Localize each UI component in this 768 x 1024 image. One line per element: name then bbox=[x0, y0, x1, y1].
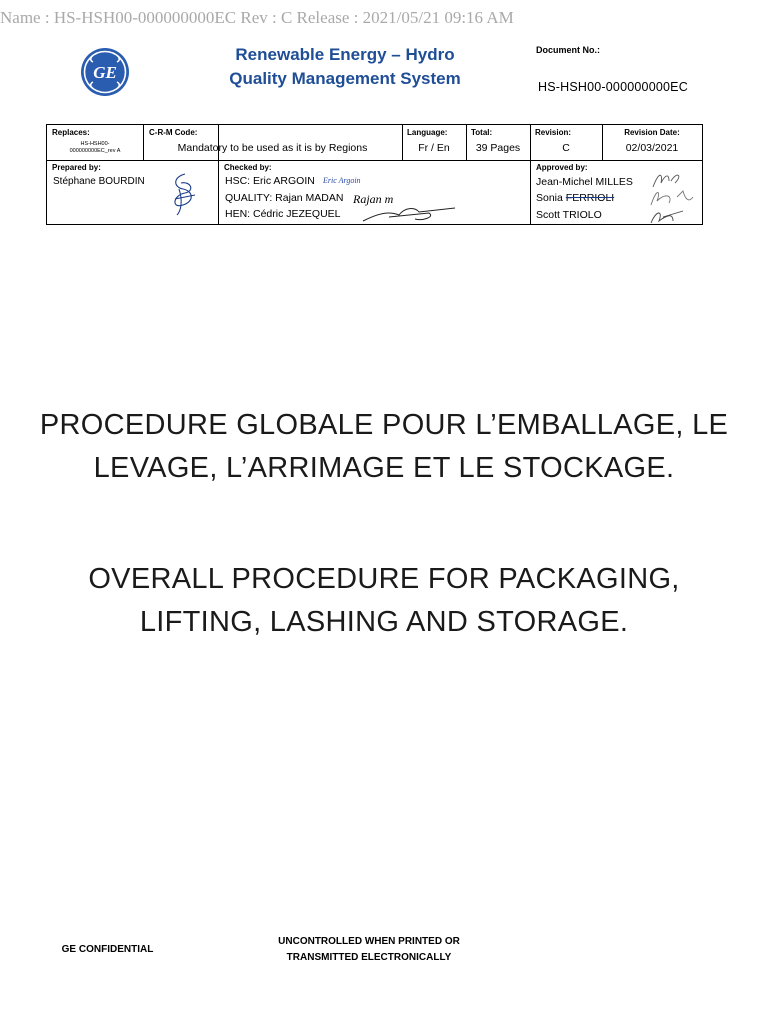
prepared-by-signature-icon bbox=[165, 171, 203, 217]
revision-label: Revision: bbox=[535, 128, 572, 137]
title-french bbox=[24, 404, 744, 490]
approved-by-ferrioli bbox=[536, 192, 614, 204]
revision-date-value: 02/03/2021 bbox=[625, 142, 679, 154]
document-number-value: HS-HSH00-000000000EC bbox=[538, 80, 688, 94]
hen-signature-icon bbox=[359, 203, 459, 225]
prepared-by-label: Prepared by: bbox=[52, 163, 101, 172]
org-line-1: Renewable Energy – Hydro bbox=[235, 45, 455, 64]
crm-code-value: Mandatory to be used as it is by Regions bbox=[177, 142, 368, 154]
crm-code-label: C-R-M Code: bbox=[149, 128, 198, 137]
replaces-value-line-1: HS-HSH00- bbox=[80, 141, 110, 147]
approved-by-label: Approved by: bbox=[536, 163, 588, 172]
checked-by-hsc: HSC: Eric ARGOIN bbox=[225, 175, 315, 187]
column-divider bbox=[530, 125, 531, 224]
organization-heading bbox=[200, 43, 490, 91]
document-header-table bbox=[46, 124, 703, 225]
approver-signatures-icon bbox=[643, 165, 701, 223]
prepared-by-name: Stéphane BOURDIN bbox=[53, 176, 145, 187]
table-row-divider bbox=[47, 160, 702, 161]
title-english-line-1: OVERALL PROCEDURE FOR PACKAGING, bbox=[88, 563, 680, 595]
total-pages-value: 39 Pages bbox=[475, 142, 521, 154]
column-divider bbox=[218, 125, 219, 224]
title-french-line-2: LEVAGE, L’ARRIMAGE ET LE STOCKAGE. bbox=[93, 452, 675, 484]
checked-by-label: Checked by: bbox=[224, 163, 272, 172]
revision-value: C bbox=[562, 142, 570, 154]
footer-notice-line-1: UNCONTROLLED WHEN PRINTED OR bbox=[278, 936, 460, 947]
replaces-label: Replaces: bbox=[52, 128, 90, 137]
approved-by-milles: Jean-Michel MILLES bbox=[536, 176, 633, 188]
checked-by-hsc-signature: Eric Argoin bbox=[323, 176, 361, 185]
language-label: Language: bbox=[407, 128, 448, 137]
checked-by-quality: QUALITY: Rajan MADAN bbox=[225, 192, 344, 204]
approved-by-triolo: Scott TRIOLO bbox=[536, 209, 602, 221]
checked-by-quality-signature: Rajan m bbox=[353, 192, 394, 206]
ge-logo-icon bbox=[80, 47, 130, 97]
footer-uncontrolled-notice bbox=[234, 934, 504, 966]
checked-by-hen: HEN: Cédric JEZEQUEL bbox=[225, 208, 341, 220]
logo-text: GE bbox=[93, 63, 117, 82]
title-english bbox=[24, 558, 744, 644]
document-number-label: Document No.: bbox=[536, 45, 600, 55]
total-label: Total: bbox=[471, 128, 493, 137]
approved-by-ferrioli-last: FERRIOLI bbox=[565, 192, 615, 204]
revision-date-label: Revision Date: bbox=[624, 128, 680, 137]
replaces-value bbox=[49, 141, 141, 155]
title-english-line-2: LIFTING, LASHING AND STORAGE. bbox=[139, 606, 629, 638]
footer-confidential: GE CONFIDENTIAL bbox=[61, 944, 154, 955]
footer-notice-line-2: TRANSMITTED ELECTRONICALLY bbox=[286, 952, 452, 963]
title-french-line-1: PROCEDURE GLOBALE POUR L’EMBALLAGE, LE bbox=[39, 409, 729, 441]
language-value: Fr / En bbox=[418, 142, 450, 154]
org-line-2: Quality Management System bbox=[229, 69, 461, 88]
approved-by-ferrioli-first: Sonia bbox=[536, 192, 566, 204]
release-watermark: Name : HS-HSH00-000000000EC Rev : C Release : 2021/05/21 09:16 AM bbox=[0, 8, 514, 27]
replaces-value-line-2: 000000000EC_rev A bbox=[69, 148, 121, 154]
